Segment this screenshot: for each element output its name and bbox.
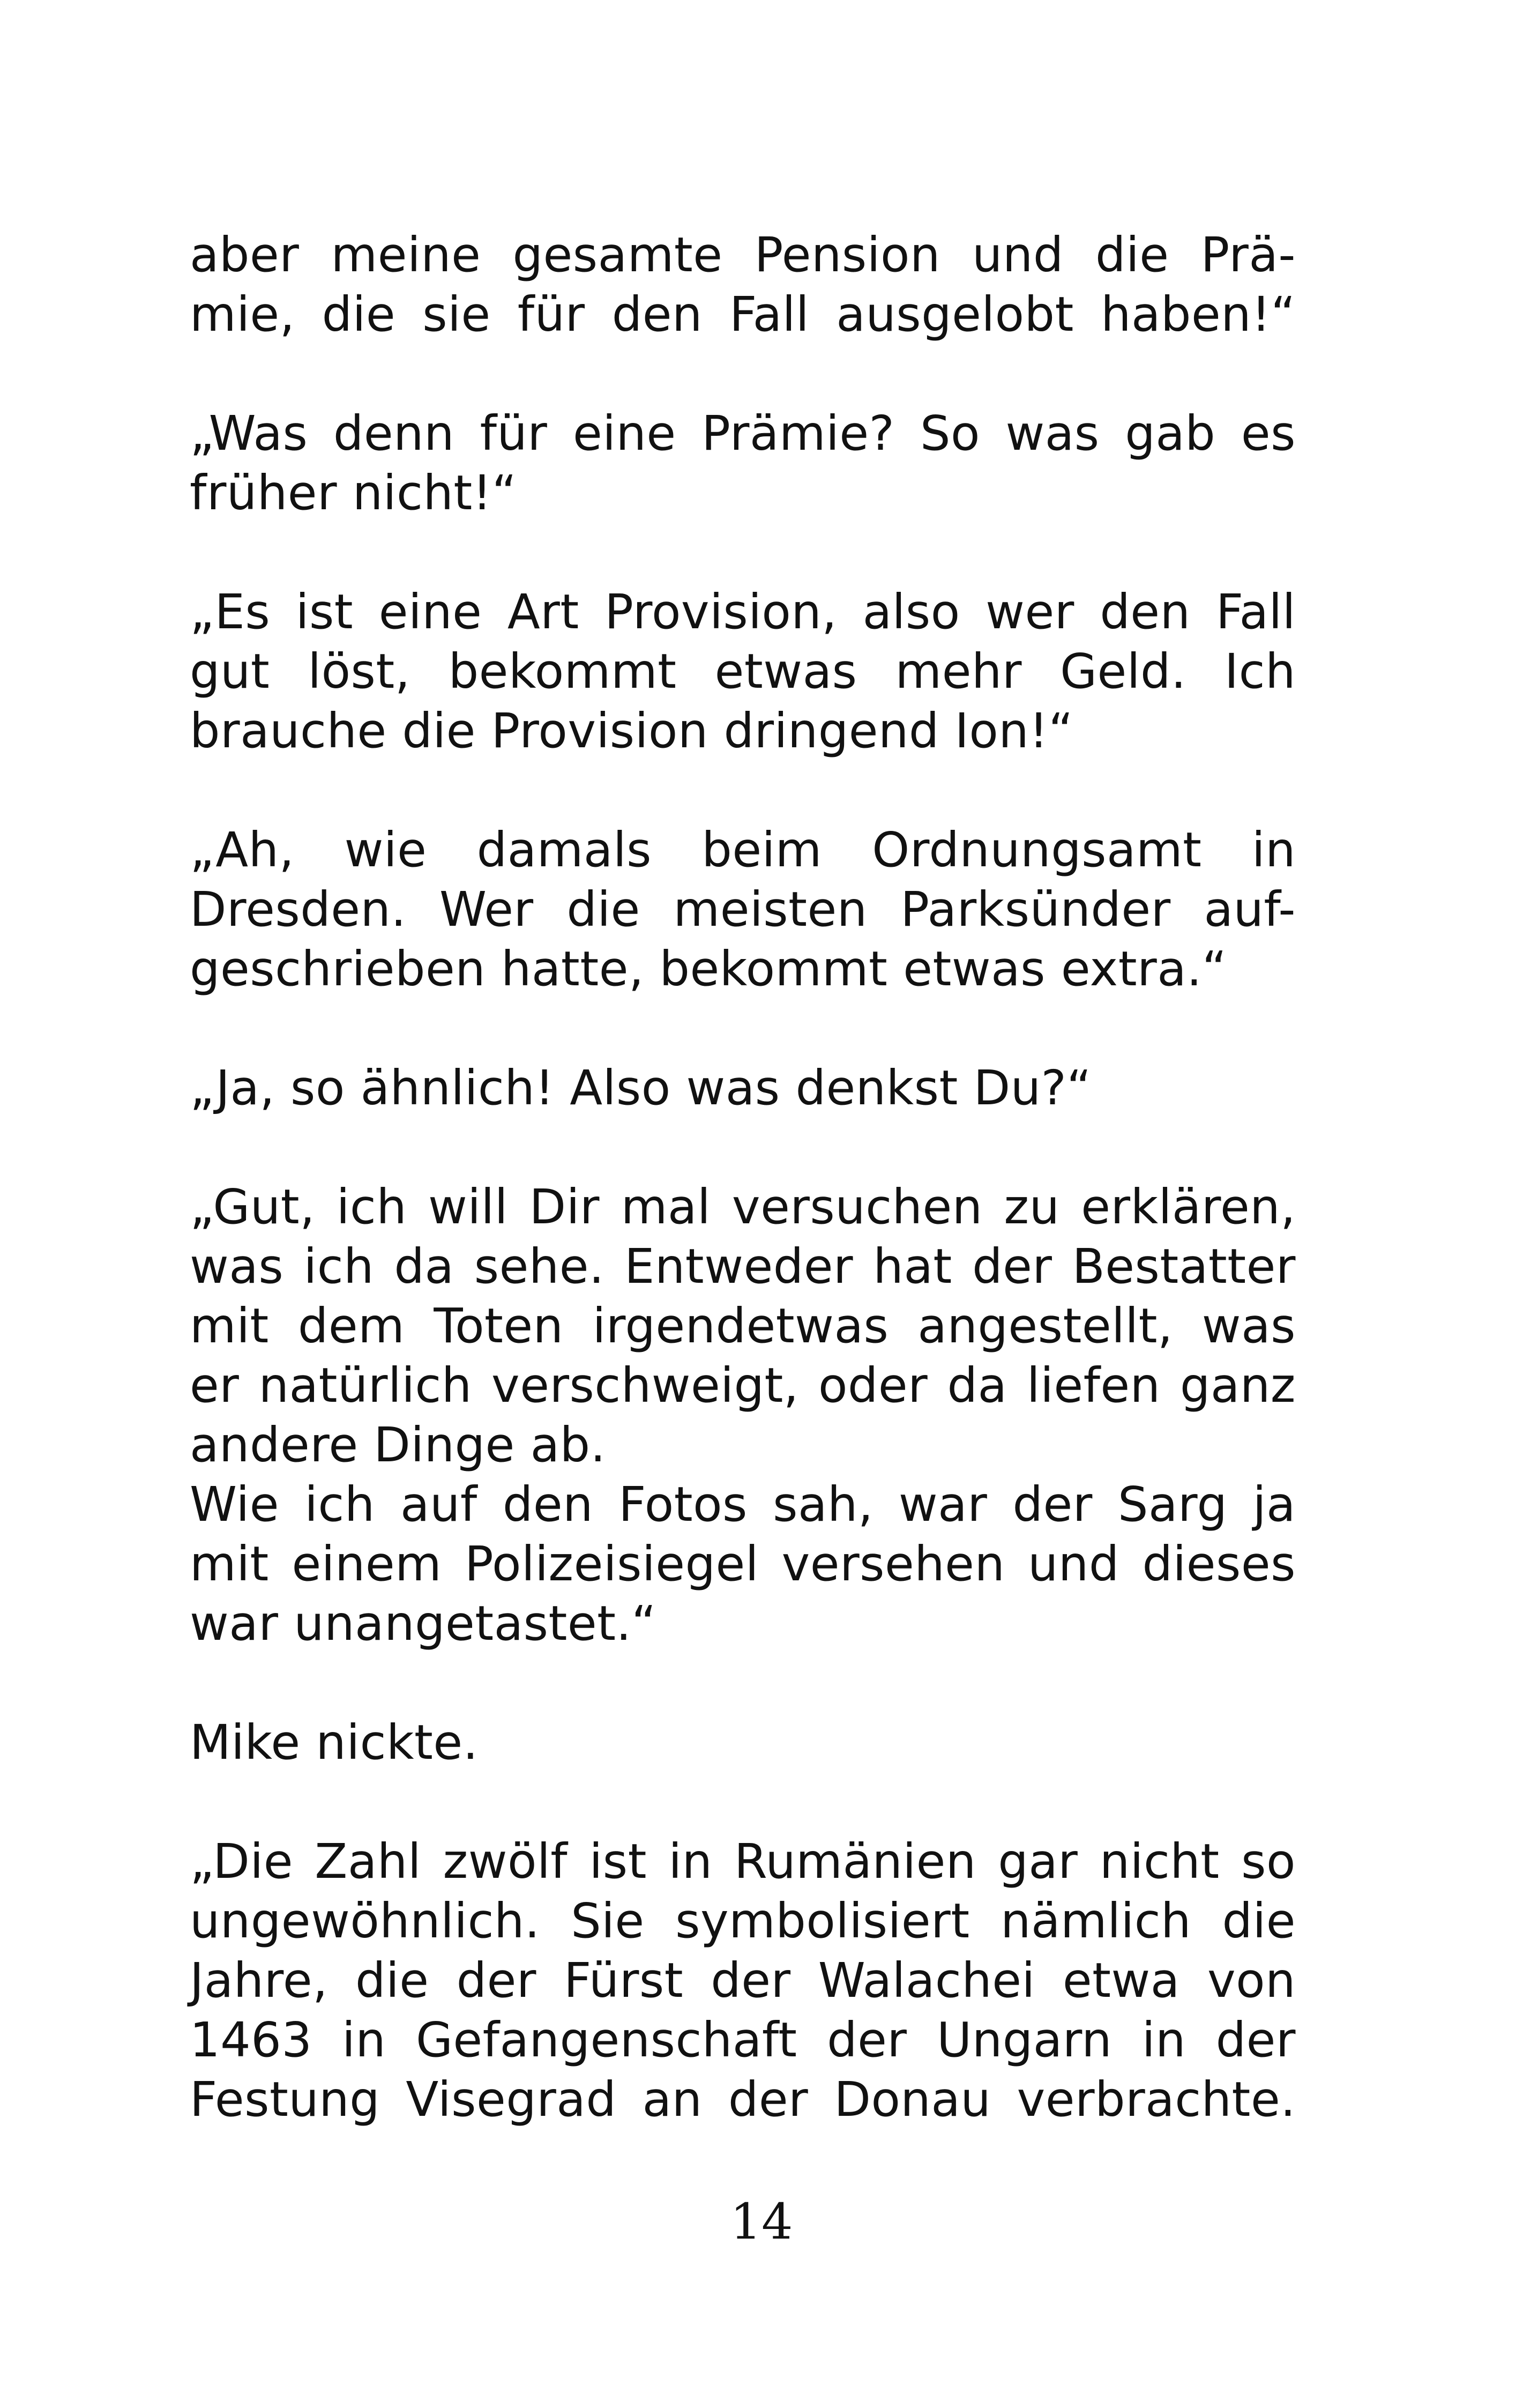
text-line: Wie ich auf den Fotos sah, war der Sarg ja xyxy=(190,1476,1296,1532)
text-line: „Ah, wie damals beim Ordnungsamt in xyxy=(190,822,1296,878)
text-line: mie, die sie für den Fall ausgelobt haben!“ xyxy=(190,286,1296,342)
text-line: früher nicht!“ xyxy=(190,465,517,521)
paragraph xyxy=(190,582,1296,761)
text-line: er natürlich verschweigt, oder da liefen ganz xyxy=(190,1357,1296,1413)
text-line: war unangetastet.“ xyxy=(190,1595,656,1651)
text-line: „Was denn für eine Prämie? So was gab es xyxy=(190,405,1296,461)
text-line: Jahre, die der Fürst der Walachei etwa von xyxy=(190,1952,1296,2008)
text-line: Mike nickte. xyxy=(190,1714,479,1770)
text-line: was ich da sehe. Entweder hat der Bestatter xyxy=(190,1238,1296,1294)
text-line: aber meine gesamte Pension und die Prä- xyxy=(190,227,1296,283)
paragraph xyxy=(190,1713,1296,1772)
text-line: „Ja, so ähnlich! Also was denkst Du?“ xyxy=(190,1060,1092,1116)
text-line: „Es ist eine Art Provision, also wer den Fall xyxy=(190,584,1296,640)
paragraph xyxy=(190,225,1296,344)
body-text xyxy=(190,225,1296,2189)
text-line: 1463 in Gefangenschaft der Ungarn in der xyxy=(190,2012,1296,2068)
text-line: „Gut, ich will Dir mal versuchen zu erklären, xyxy=(190,1179,1296,1235)
text-line: geschrieben hatte, bekommt etwas extra.“ xyxy=(190,941,1227,997)
paragraph xyxy=(190,404,1296,523)
text-line: brauche die Provision dringend Ion!“ xyxy=(190,703,1074,759)
text-line: andere Dinge ab. xyxy=(190,1417,606,1473)
text-line: gut löst, bekommt etwas mehr Geld. Ich xyxy=(190,643,1296,699)
text-line: ungewöhnlich. Sie symbolisiert nämlich die xyxy=(190,1893,1296,1949)
page-number: 14 xyxy=(730,2193,793,2250)
text-line: „Die Zahl zwölf ist in Rumänien gar nicht so xyxy=(190,1833,1296,1889)
paragraph xyxy=(190,1832,1296,2129)
text-line: mit einem Polizeisiegel versehen und dieses xyxy=(190,1536,1296,1592)
paragraph xyxy=(190,1058,1296,1118)
text-line: Dresden. Wer die meisten Parksünder auf- xyxy=(190,881,1296,937)
paragraph xyxy=(190,820,1296,999)
text-line: Festung Visegrad an der Donau verbrachte. xyxy=(190,2071,1296,2127)
text-line: mit dem Toten irgendetwas angestellt, was xyxy=(190,1298,1296,1354)
paragraph xyxy=(190,1177,1296,1653)
